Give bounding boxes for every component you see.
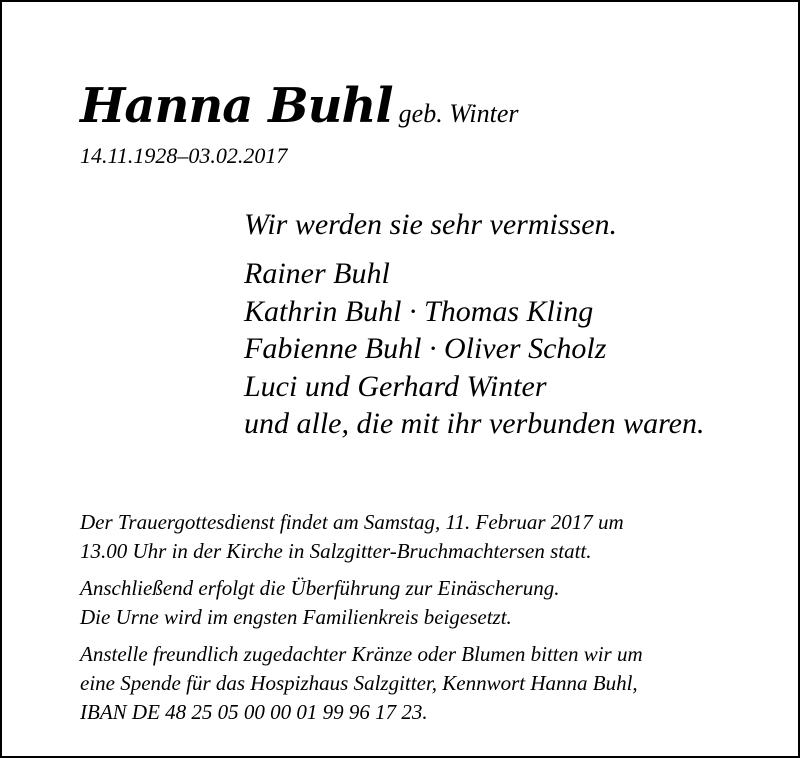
donation-line: IBAN DE 48 25 05 00 00 01 99 96 17 23. — [80, 700, 428, 724]
burial-line: Anschließend erfolgt die Überführung zur Einäscherung. — [80, 576, 560, 600]
service-notice — [80, 508, 740, 566]
mourner-line: Fabienne Buhl · Oliver Scholz — [244, 332, 607, 365]
donation-line: eine Spende für das Hospizhaus Salzgitter, Kennwort Hanna Buhl, — [80, 671, 638, 695]
mourner-line: Luci und Gerhard Winter — [244, 369, 547, 403]
burial-notice — [80, 574, 740, 632]
maiden-name: geb. Winter — [398, 99, 519, 128]
service-line: 13.00 Uhr in der Kirche in Salzgitter-Bruchmachtersen statt. — [80, 539, 592, 563]
burial-line: Die Urne wird im engsten Familienkreis beigesetzt. — [80, 605, 512, 629]
mourners-list — [244, 255, 705, 443]
mourner-line: Rainer Buhl — [244, 257, 390, 290]
obituary-header — [80, 78, 519, 134]
donation-line: Anstelle freundlich zugedachter Kränze oder Blumen bitten wir um — [80, 642, 643, 666]
farewell-message: Wir werden sie sehr vermissen. — [244, 208, 618, 241]
service-line: Der Trauergottesdienst findet am Samstag, 11. Februar 2017 um — [80, 510, 624, 534]
notices-section — [80, 508, 740, 735]
mourner-line: Kathrin Buhl · Thomas Kling — [244, 294, 594, 328]
life-dates: 14.11.1928–03.02.2017 — [80, 143, 288, 168]
mourner-line: und alle, die mit ihr verbunden waren. — [244, 407, 705, 440]
donation-notice — [80, 640, 740, 727]
deceased-name: Hanna Buhl — [80, 78, 393, 134]
